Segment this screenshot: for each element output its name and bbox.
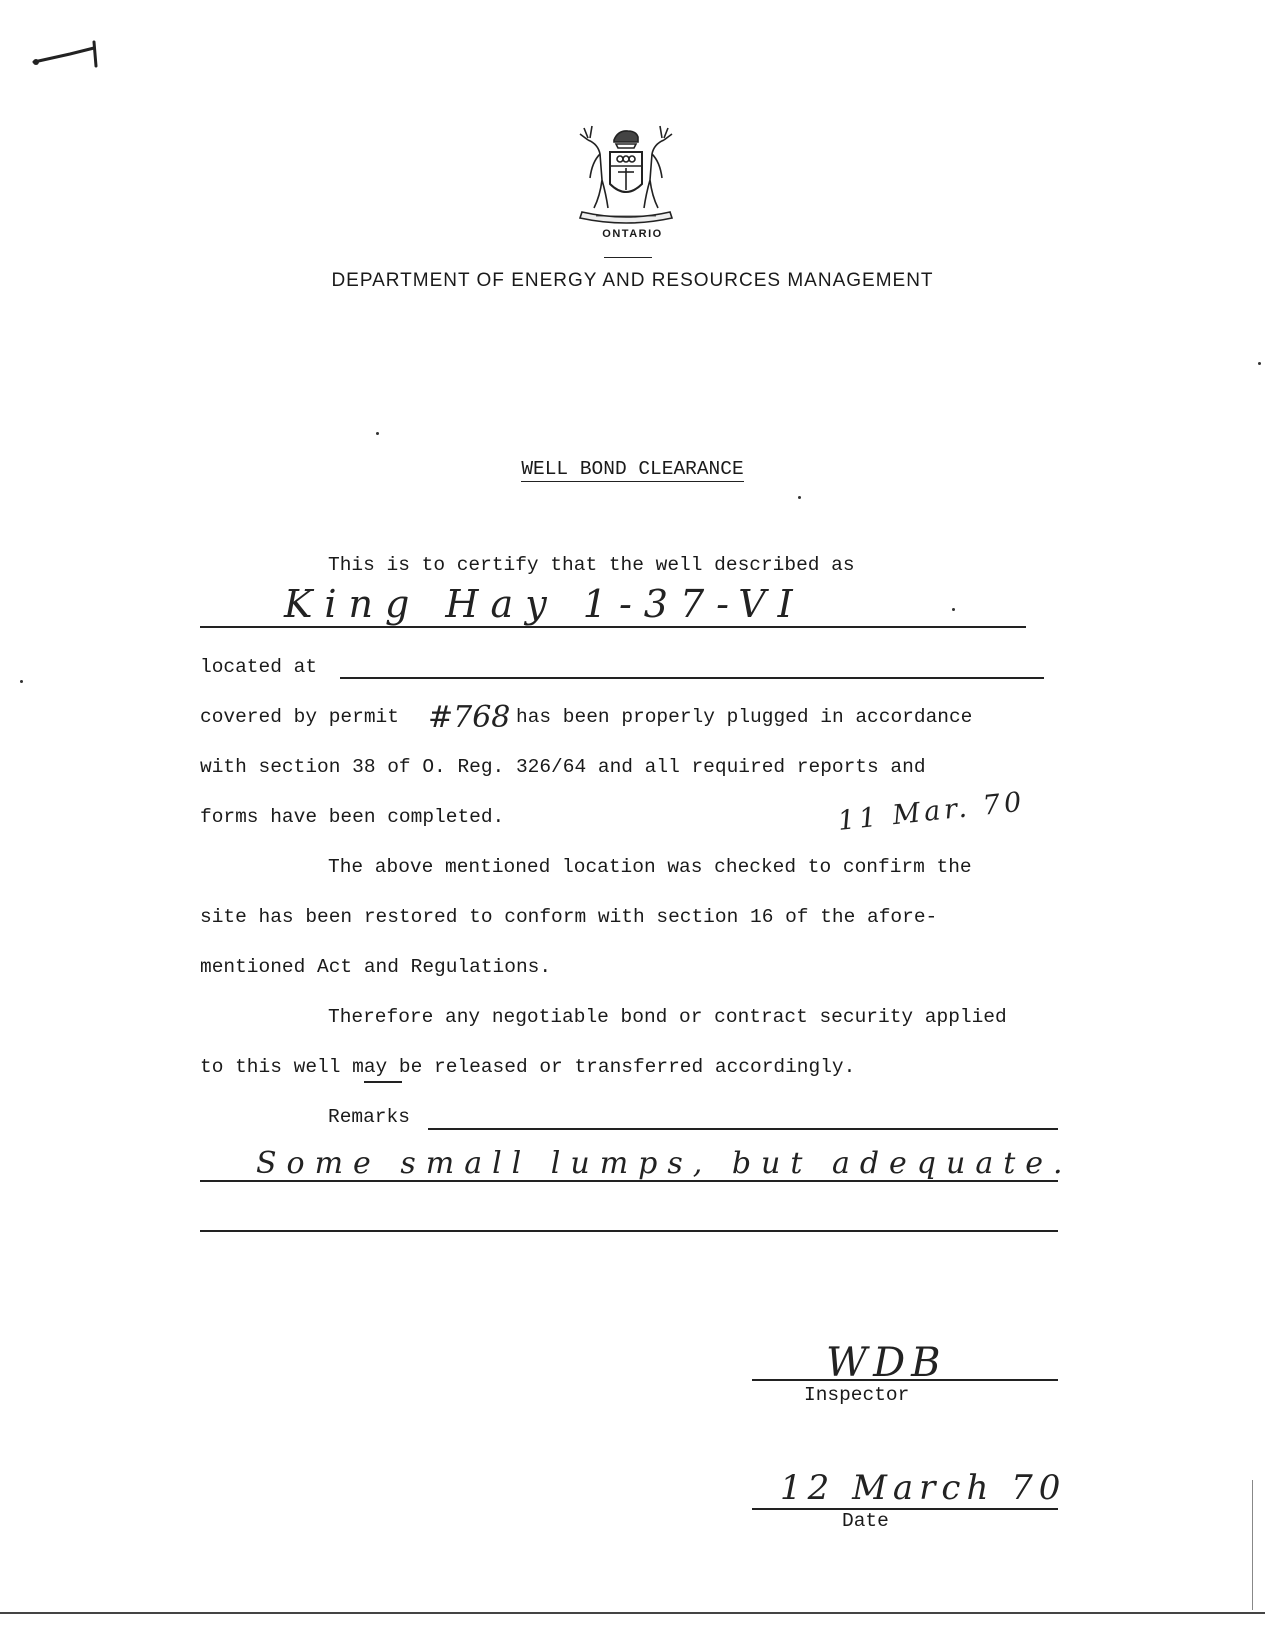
well-description-line bbox=[200, 626, 1026, 628]
plugged-text: has been properly plugged in accordance bbox=[516, 706, 973, 728]
section-line: with section 38 of O. Reg. 326/64 and all required reports and bbox=[200, 756, 926, 778]
remarks-line-2 bbox=[200, 1180, 1058, 1182]
remarks-handwritten: Some small lumps, but adequate. bbox=[256, 1146, 1073, 1181]
document-title-text: WELL BOND CLEARANCE bbox=[521, 458, 744, 480]
paragraph-2-line-2: site has been restored to conform with section 16 of the afore- bbox=[200, 906, 938, 928]
check-date-handwritten: 11 Mar. 70 bbox=[836, 786, 1027, 837]
paragraph-3-line-2: to this well may be released or transferred accordingly. bbox=[200, 1056, 856, 1078]
permit-number-handwritten: #768 bbox=[428, 700, 511, 735]
covered-by-permit-label: covered by permit bbox=[200, 706, 399, 728]
date-handwritten: 12 March 70 bbox=[780, 1468, 1067, 1508]
paragraph-3-line-1: Therefore any negotiable bond or contract security applied bbox=[328, 1006, 1007, 1028]
well-description-handwritten: King Hay 1-37-VI bbox=[284, 582, 805, 626]
ontario-coat-of-arms-icon bbox=[576, 122, 676, 227]
scan-speck bbox=[952, 608, 955, 611]
document-title bbox=[0, 458, 1265, 480]
inspector-initials-handwritten: WDB bbox=[826, 1340, 947, 1386]
pen-mark bbox=[30, 36, 110, 86]
paragraph-2-line-3: mentioned Act and Regulations. bbox=[200, 956, 552, 978]
province-divider bbox=[604, 257, 652, 258]
located-at-line bbox=[340, 677, 1044, 679]
scan-speck bbox=[376, 432, 379, 435]
scan-speck bbox=[20, 680, 23, 683]
remarks-line-3 bbox=[200, 1230, 1058, 1232]
remarks-line-1 bbox=[428, 1128, 1058, 1130]
inspector-label: Inspector bbox=[804, 1384, 910, 1406]
scan-edge-right bbox=[1252, 1480, 1253, 1610]
certify-line: This is to certify that the well described as bbox=[328, 554, 855, 576]
scan-speck bbox=[798, 496, 801, 499]
paragraph-2-line-1: The above mentioned location was checked to confirm the bbox=[328, 856, 972, 878]
date-label: Date bbox=[842, 1510, 889, 1532]
located-at-label: located at bbox=[200, 656, 318, 678]
remarks-label: Remarks bbox=[328, 1106, 410, 1128]
province-heading: ONTARIO bbox=[602, 228, 663, 240]
date-line bbox=[752, 1508, 1058, 1510]
inspector-signature-line bbox=[752, 1379, 1058, 1381]
forms-line: forms have been completed. bbox=[200, 806, 505, 828]
may-underline bbox=[364, 1081, 402, 1083]
department-heading: DEPARTMENT OF ENERGY AND RESOURCES MANAGEMENT bbox=[331, 270, 934, 291]
scan-speck bbox=[1258, 362, 1261, 365]
scan-edge-bottom bbox=[0, 1612, 1265, 1614]
